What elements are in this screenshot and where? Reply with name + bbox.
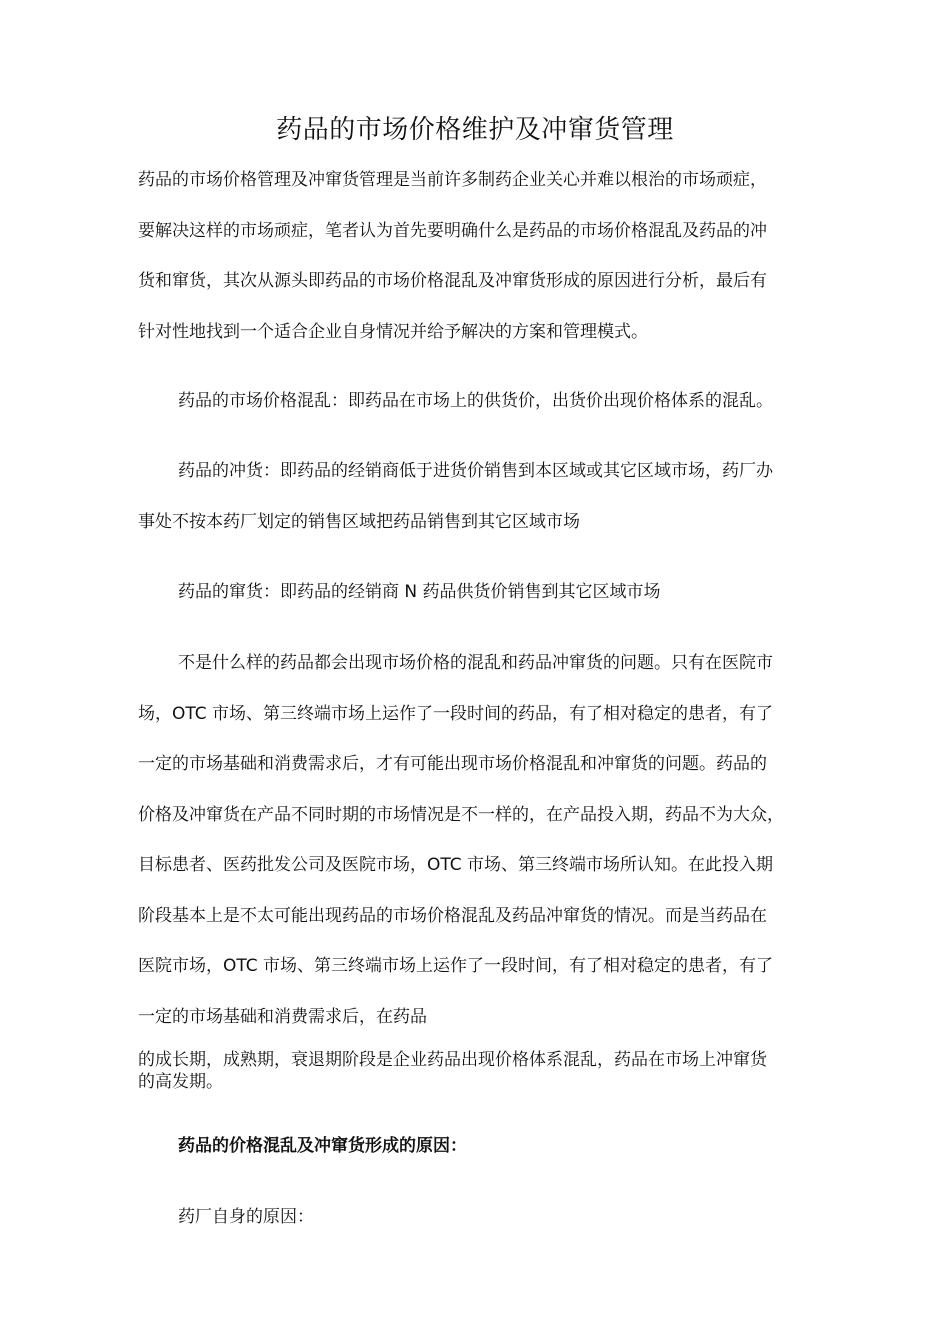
intro-line: 货和窜货，其次从源头即药品的市场价格混乱及冲窜货形成的原因进行分析，最后有 <box>138 271 767 291</box>
intro-paragraph <box>138 155 838 357</box>
growth-line: 的高发期。 <box>138 1072 223 1092</box>
subsection-heading: 药厂自身的原因： <box>178 1207 314 1227</box>
intro-line: 药品的市场价格管理及冲窜货管理是当前许多制药企业关心并难以根治的市场顽症， <box>138 170 767 190</box>
body-line: 场，OTC 市场、第三终端市场上运作了一段时间的药品，有了相对稳定的患者，有了 <box>138 703 774 724</box>
chonghuo-definition <box>138 446 838 547</box>
body-line: 医院市场，OTC 市场、第三终端市场上运作了一段时间，有了相对稳定的患者，有了 <box>138 956 774 976</box>
price-confusion-definition: 药品的市场价格混乱：即药品在市场上的供货价，出货价出现价格体系的混乱。 <box>178 391 773 411</box>
body-line: 一定的市场基础和消费需求后，在药品 <box>138 1006 427 1027</box>
intro-line: 要解决这样的市场顽症，笔者认为首先要明确什么是药品的市场价格混乱及药品的冲 <box>138 220 767 241</box>
body-line: 阶段基本上是不太可能出现药品的市场价格混乱及药品冲窜货的情况。而是当药品在 <box>138 905 767 926</box>
chonghuo-line: 药品的冲货：即药品的经销商低于进货价销售到本区域或其它区域市场，药厂办 <box>178 461 773 481</box>
body-line: 价格及冲窜货在产品不同时期的市场情况是不一样的，在产品投入期，药品不为大众， <box>138 804 784 825</box>
growth-line: 的成长期，成熟期，衰退期阶段是企业药品出现价格体系混乱，药品在市场上冲窜货 <box>138 1050 767 1070</box>
body-line: 一定的市场基础和消费需求后，才有可能出现市场价格混乱和冲窜货的问题。药品的 <box>138 754 767 774</box>
body-paragraph <box>138 638 838 1042</box>
growth-period-paragraph <box>138 1049 838 1093</box>
document-title: 药品的市场价格维护及冲窜货管理 <box>276 115 674 145</box>
intro-line: 针对性地找到一个适合企业自身情况并给予解决的方案和管理模式。 <box>138 321 648 342</box>
cuanhuo-definition: 药品的窜货：即药品的经销商 N 药品供货价销售到其它区域市场 <box>178 582 661 602</box>
body-line: 不是什么样的药品都会出现市场价格的混乱和药品冲窜货的问题。只有在医院市 <box>178 653 773 673</box>
chonghuo-line: 事处不按本药厂划定的销售区域把药品销售到其它区域市场 <box>138 511 580 532</box>
body-line: 目标患者、医药批发公司及医院市场，OTC 市场、第三终端市场所认知。在此投入期 <box>138 855 774 875</box>
section-heading: 药品的价格混乱及冲窜货形成的原因： <box>178 1136 467 1156</box>
